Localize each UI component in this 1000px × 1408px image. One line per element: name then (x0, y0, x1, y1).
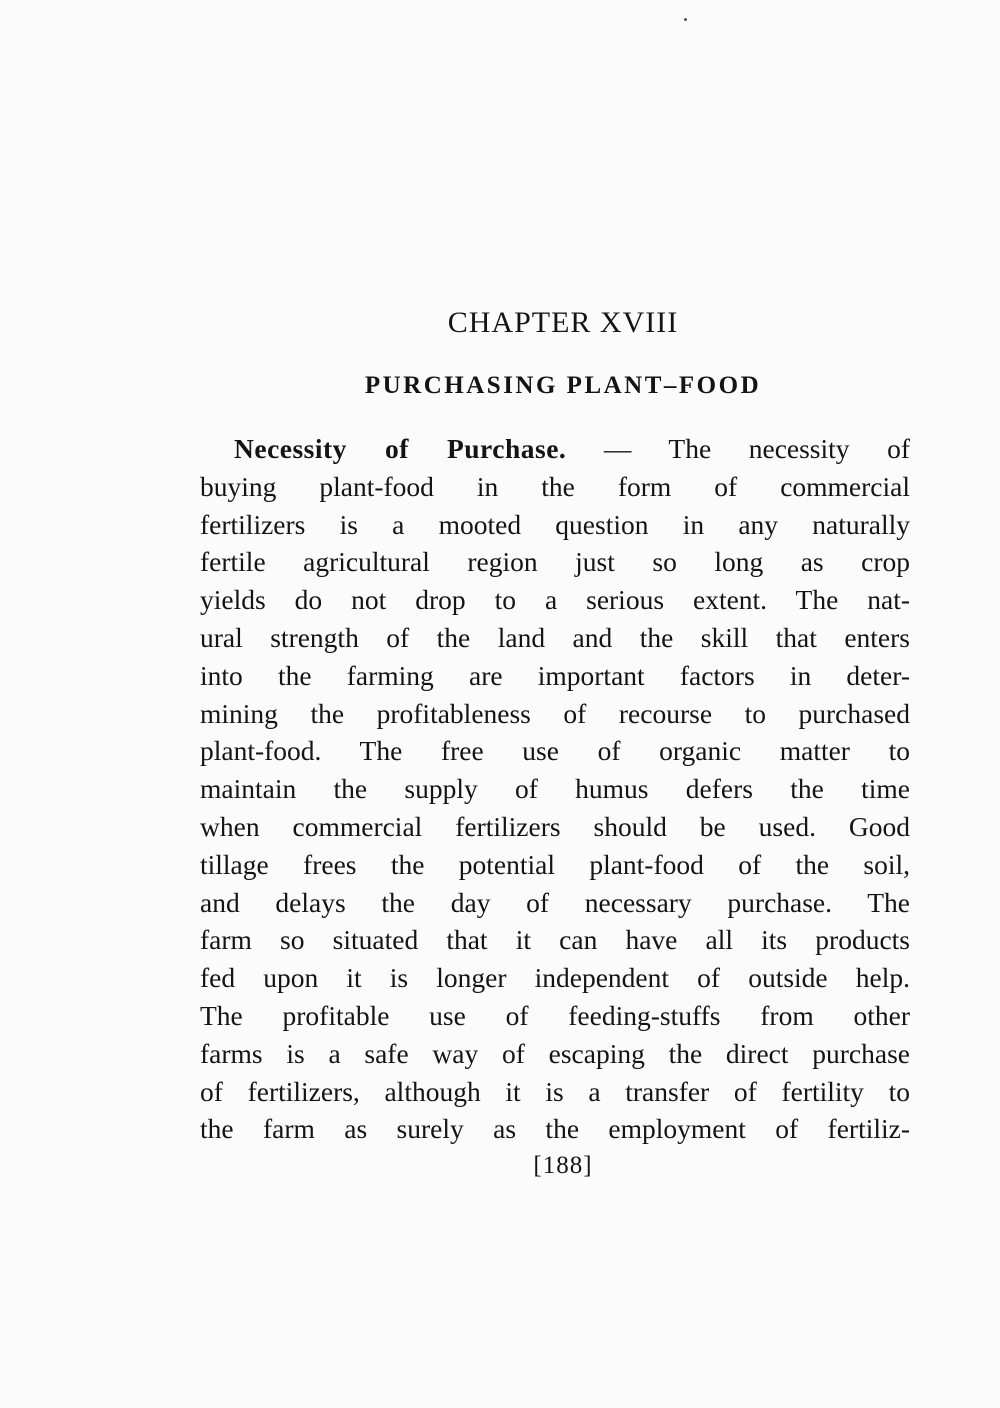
text-line-8: mining the profitableness of recourse to purchased (200, 697, 910, 729)
scan-speck (684, 18, 687, 21)
text-line-14: farm so situated that it can have all its products (200, 924, 910, 956)
text-line-10: maintain the supply of humus defers the time (200, 773, 910, 805)
text-line-12: tillage frees the potential plant-food of the soil, (200, 848, 910, 880)
text-line-16: The profitable use of feeding-stuffs from other (200, 999, 910, 1031)
text-line-11: when commercial fertilizers should be used. Good (200, 810, 910, 842)
text-line-4: fertile agricultural region just so long as crop (200, 546, 910, 578)
text-line-18: of fertilizers, although it is a transfer of fertility to (200, 1075, 910, 1107)
body-paragraph (200, 430, 910, 1148)
text-line-15: fed upon it is longer independent of outside help. (200, 962, 910, 994)
text-line-13: and delays the day of necessary purchase. The (200, 886, 910, 918)
page-number: [188] (533, 1152, 593, 1179)
text-line-1 (200, 430, 910, 468)
text-line-19: the farm as surely as the employment of fertiliz- (200, 1113, 910, 1145)
text-line-17: farms is a safe way of escaping the direct purchase (200, 1037, 910, 1069)
chapter-title: PURCHASING PLANT–FOOD (364, 372, 762, 399)
run-in-heading: Necessity of Purchase. (234, 433, 567, 464)
text-line-6: ural strength of the land and the skill that enters (200, 621, 910, 653)
text-line-5: yields do not drop to a serious extent. The nat- (200, 584, 910, 616)
text-line-2: buying plant-food in the form of commercial (200, 470, 910, 502)
text-line-7: into the farming are important factors in deter- (200, 659, 910, 691)
text-line-3: fertilizers is a mooted question in any naturally (200, 508, 910, 540)
text-line-9: plant-food. The free use of organic matter to (200, 735, 910, 767)
text-line-1-rest: — The necessity of (566, 433, 911, 464)
chapter-heading: CHAPTER XVIII (447, 306, 679, 339)
